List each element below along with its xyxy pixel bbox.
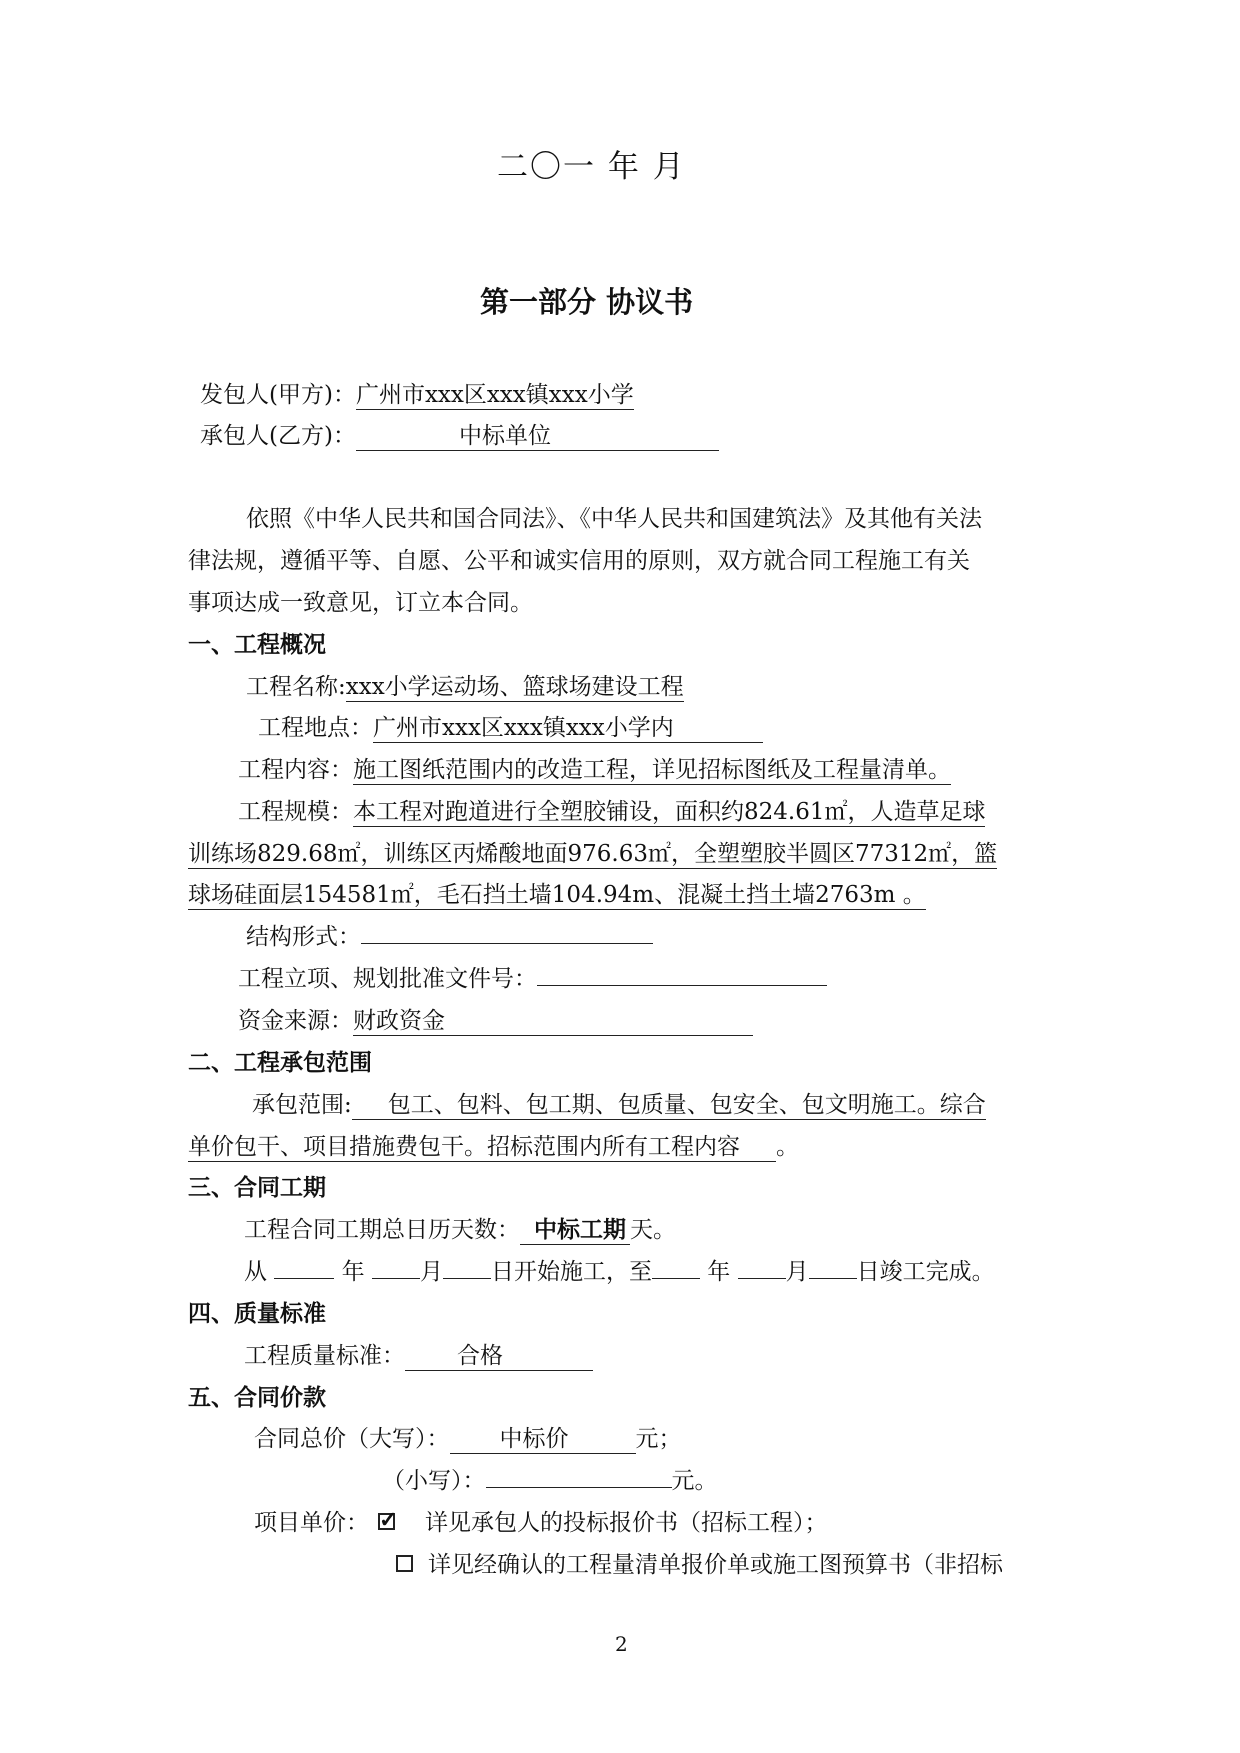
total-price-words — [254, 1428, 682, 1454]
quality-standard-label: 工程质量标准： — [244, 1343, 405, 1369]
funding-source-label: 资金来源： — [238, 1008, 353, 1034]
option1-text: 详见承包人的投标报价书（招标工程）； — [425, 1510, 828, 1536]
preamble-line-1: 依照《中华人民共和国合同法》、《中华人民共和国建筑法》及其他有关法 — [246, 506, 982, 532]
option2-checkbox[interactable] — [396, 1555, 413, 1572]
page-number: 2 — [615, 1632, 628, 1656]
project-name — [246, 676, 684, 702]
project-name-value: xxx小学运动场、篮球场建设工程 — [345, 674, 684, 700]
check-icon: ✓ — [379, 1507, 398, 1533]
approval-number-label: 工程立项、规划批准文件号： — [238, 966, 537, 992]
start-year-blank — [274, 1276, 334, 1279]
total-price-underline — [450, 1428, 636, 1454]
project-scale-line-2: 训练场829.68㎡，训练区丙烯酸地面976.63㎡，全塑塑胶半圆区77312㎡，篮 — [188, 841, 998, 867]
party-a-value: 广州市xxx区xxx镇xxx小学 — [355, 382, 634, 408]
end-day-label: 日竣工完成。 — [856, 1259, 995, 1285]
option2-text: 详见经确认的工程量清单报价单或施工图预算书（非招标 — [428, 1552, 1003, 1578]
approval-number-blank — [537, 983, 827, 986]
total-price-figures — [382, 1470, 718, 1493]
project-scale-line-1: 本工程对跑道进行全塑胶铺设，面积约824.61㎡，人造草足球 — [353, 799, 986, 825]
quality-standard-value: 合格 — [457, 1343, 503, 1369]
quality-standard — [244, 1345, 593, 1371]
project-scale-label: 工程规模： — [238, 799, 353, 825]
total-price-small-blank — [486, 1485, 672, 1488]
total-price-value: 中标价 — [499, 1426, 569, 1452]
structure-form-blank — [361, 941, 653, 944]
party-a-label: 发包人(甲方)： — [200, 382, 356, 408]
contract-days — [244, 1219, 676, 1245]
project-content-value: 施工图纸范围内的改造工程，详见招标图纸及工程量清单。 — [353, 757, 951, 783]
unit-price-label: 项目单价： — [254, 1510, 369, 1536]
end-year-label: 年 — [707, 1259, 731, 1285]
end-month-label: 月 — [785, 1259, 809, 1285]
preamble-line-3: 事项达成一致意见，订立本合同。 — [188, 590, 533, 616]
project-content — [238, 759, 951, 785]
funding-source-value: 财政资金 — [353, 1010, 753, 1036]
structure-form-label: 结构形式： — [246, 924, 361, 950]
contract-scope-line-2: 单价包干、项目措施费包干。招标范围内所有工程内容 — [188, 1136, 776, 1162]
party-b-underline — [356, 425, 719, 451]
total-price-small-yuan: 元。 — [671, 1468, 718, 1494]
contract-period — [244, 1261, 995, 1284]
part-title: 第一部分 协议书 — [480, 285, 694, 319]
end-month-blank — [738, 1276, 786, 1279]
start-day-blank — [443, 1276, 491, 1279]
funding-source — [238, 1010, 753, 1036]
project-scale-line-3-wrap — [188, 884, 926, 910]
project-site-value: 广州市xxx区xxx镇xxx小学内 — [373, 717, 763, 743]
contract-days-unit: 天。 — [630, 1217, 676, 1243]
start-month-label: 月 — [419, 1259, 443, 1285]
preamble-line-2: 律法规，遵循平等、自愿、公平和诚实信用的原则，双方就合同工程施工有关 — [188, 548, 970, 574]
project-site-label: 工程地点： — [258, 715, 373, 741]
contract-days-value: 中标工期 — [520, 1219, 630, 1245]
section3-heading: 三、合同工期 — [188, 1175, 326, 1201]
approval-number — [238, 968, 827, 991]
project-content-label: 工程内容： — [238, 757, 353, 783]
section2-heading: 二、工程承包范围 — [188, 1050, 372, 1076]
end-day-blank — [809, 1276, 857, 1279]
party-b-label: 承包人(乙方)： — [200, 423, 356, 449]
contract-scope-end: 。 — [776, 1134, 799, 1160]
contract-scope — [252, 1094, 986, 1120]
total-price-small-label: （小写）： — [382, 1468, 486, 1494]
section4-heading: 四、质量标准 — [188, 1301, 326, 1327]
project-site — [258, 717, 763, 743]
project-scale — [238, 801, 985, 827]
party-b-value: 中标单位 — [458, 423, 551, 449]
period-from: 从 — [244, 1259, 267, 1285]
contract-scope-label: 承包范围: — [252, 1092, 352, 1118]
structure-form — [246, 926, 653, 949]
total-price-yuan: 元； — [635, 1426, 682, 1452]
section1-heading: 一、工程概况 — [188, 632, 326, 658]
contract-scope-line-2-wrap — [188, 1136, 799, 1162]
quality-standard-underline — [405, 1345, 593, 1371]
contract-scope-line-1: 包工、包料、包工期、包质量、包安全、包文明施工。综合 — [352, 1094, 986, 1120]
section5-heading: 五、合同价款 — [188, 1385, 326, 1411]
total-price-label: 合同总价（大写）： — [254, 1426, 450, 1452]
party-b — [200, 425, 719, 451]
end-year-blank — [652, 1276, 700, 1279]
party-a — [200, 384, 634, 410]
start-year-label: 年 — [341, 1259, 365, 1285]
start-month-blank — [372, 1276, 420, 1279]
date-line: 二〇一 年 月 — [497, 149, 686, 185]
start-day-label: 日开始施工，至 — [490, 1259, 652, 1285]
contract-days-label: 工程合同工期总日历天数： — [244, 1217, 520, 1243]
project-scale-line-3: 球场硅面层154581㎡，毛石挡土墙104.94m、混凝土挡土墙2763m 。 — [188, 882, 926, 908]
project-scale-line-2-wrap — [188, 843, 997, 869]
project-name-label: 工程名称: — [246, 674, 346, 700]
